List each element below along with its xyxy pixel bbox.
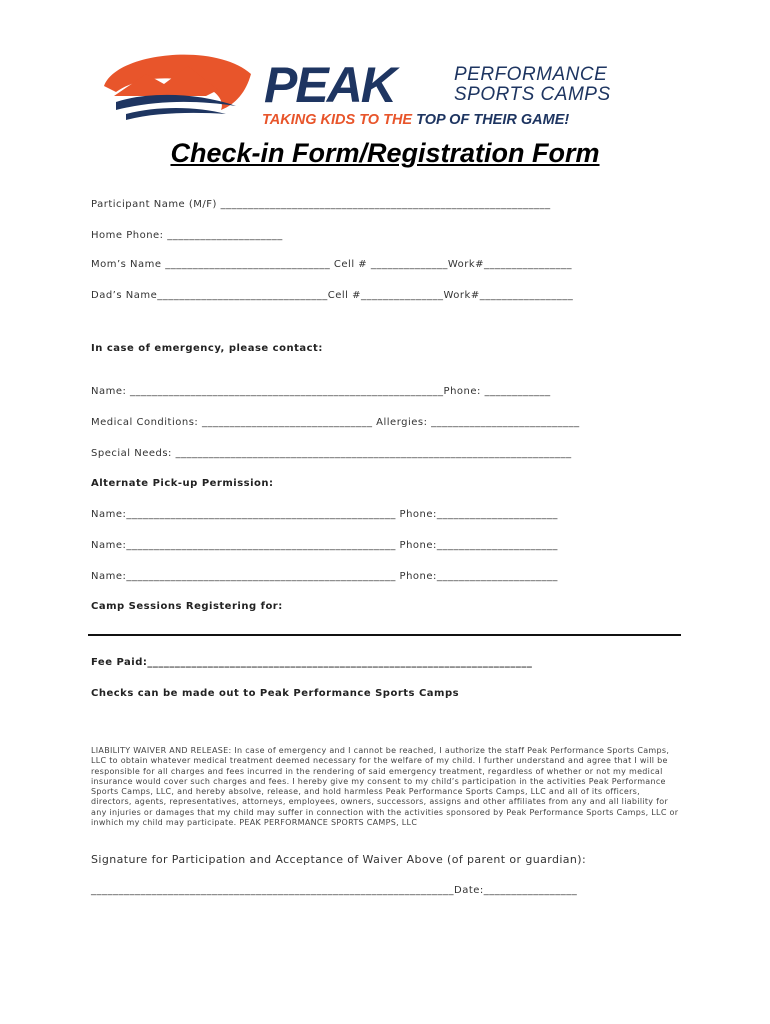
logo-tagline-part1: TAKING KIDS TO THE: [262, 112, 417, 128]
dad-name-field[interactable]: Dad’s Name_______________________________Cell #_______________Work#_________________: [91, 290, 574, 301]
participant-name-field[interactable]: Participant Name (M/F) ____________________________________________________________: [91, 199, 551, 210]
logo-name-line2: SPORTS CAMPS: [454, 84, 611, 105]
home-phone-field[interactable]: Home Phone: _____________________: [91, 230, 283, 241]
pickup-row-3[interactable]: Name:_________________________________________________ Phone:______________________: [91, 571, 558, 582]
sessions-heading: Camp Sessions Registering for:: [91, 601, 283, 612]
form-title: Check-in Form/Registration Form: [170, 138, 600, 168]
mom-name-field[interactable]: Mom’s Name ______________________________ Cell # ______________Work#________________: [91, 259, 573, 270]
signature-label: Signature for Participation and Acceptance of Waiver Above (of parent or guardian):: [91, 853, 587, 866]
logo-name-line1: PERFORMANCE: [454, 64, 608, 85]
sessions-rule: [88, 634, 681, 636]
checks-note: Checks can be made out to Peak Performance Sports Camps: [91, 688, 460, 699]
pickup-row-1[interactable]: Name:_________________________________________________ Phone:______________________: [91, 509, 558, 520]
logo-swoosh-navy-bottom: [126, 108, 226, 120]
logo-tagline-part2: TOP OF THEIR GAME!: [416, 112, 570, 128]
fee-paid-field[interactable]: Fee Paid:______________________________________________________________________: [91, 657, 533, 668]
liability-waiver: LIABILITY WAIVER AND RELEASE: In case of emergency and I cannot be reached, I authorize the staff Peak Performance Sports Camps, LLC to obtain whatever medical treatment deemed necessary for the welfare of my child. I further understand and agree that I will be responsible for all charges and fees incurred in the rendering of said emergency treatment, regardless of whether or not my medical insurance would cover such charges and fees. I hereby give my consent to my child’s participation in the activities Peak Performance Sports Camps, LLC, and hereby absolve, release, and hold harmless Peak Performance Sports Camps, LLC and all of its officers, directors, agents, representatives, attorneys, employees, owners, successors, assigns and other affiliates from any and all liability for any injuries or damages that my child may suffer in connection with the activities sponsored by Peak Performance Sports Camps, LLC or inwhich my child may participate. PEAK PERFORMANCE SPORTS CAMPS, LLC: [91, 746, 679, 828]
signature-date-field[interactable]: __________________________________________________________________Date:_________________: [91, 885, 578, 896]
logo-wordmark: PEAK: [264, 57, 395, 113]
pickup-row-2[interactable]: Name:_________________________________________________ Phone:______________________: [91, 540, 558, 551]
pickup-heading: Alternate Pick-up Permission:: [91, 478, 274, 489]
logo-swoosh-navy: [116, 95, 236, 110]
peak-logo: [96, 44, 676, 129]
emergency-heading: In case of emergency, please contact:: [91, 343, 323, 354]
emergency-name-field[interactable]: Name: _________________________________________________________Phone: ____________: [91, 386, 551, 397]
medical-conditions-field[interactable]: Medical Conditions: _______________________________ Allergies: ___________________________: [91, 417, 580, 428]
logo-tagline: [262, 112, 569, 128]
special-needs-field[interactable]: Special Needs: ________________________________________________________________________: [91, 448, 572, 459]
